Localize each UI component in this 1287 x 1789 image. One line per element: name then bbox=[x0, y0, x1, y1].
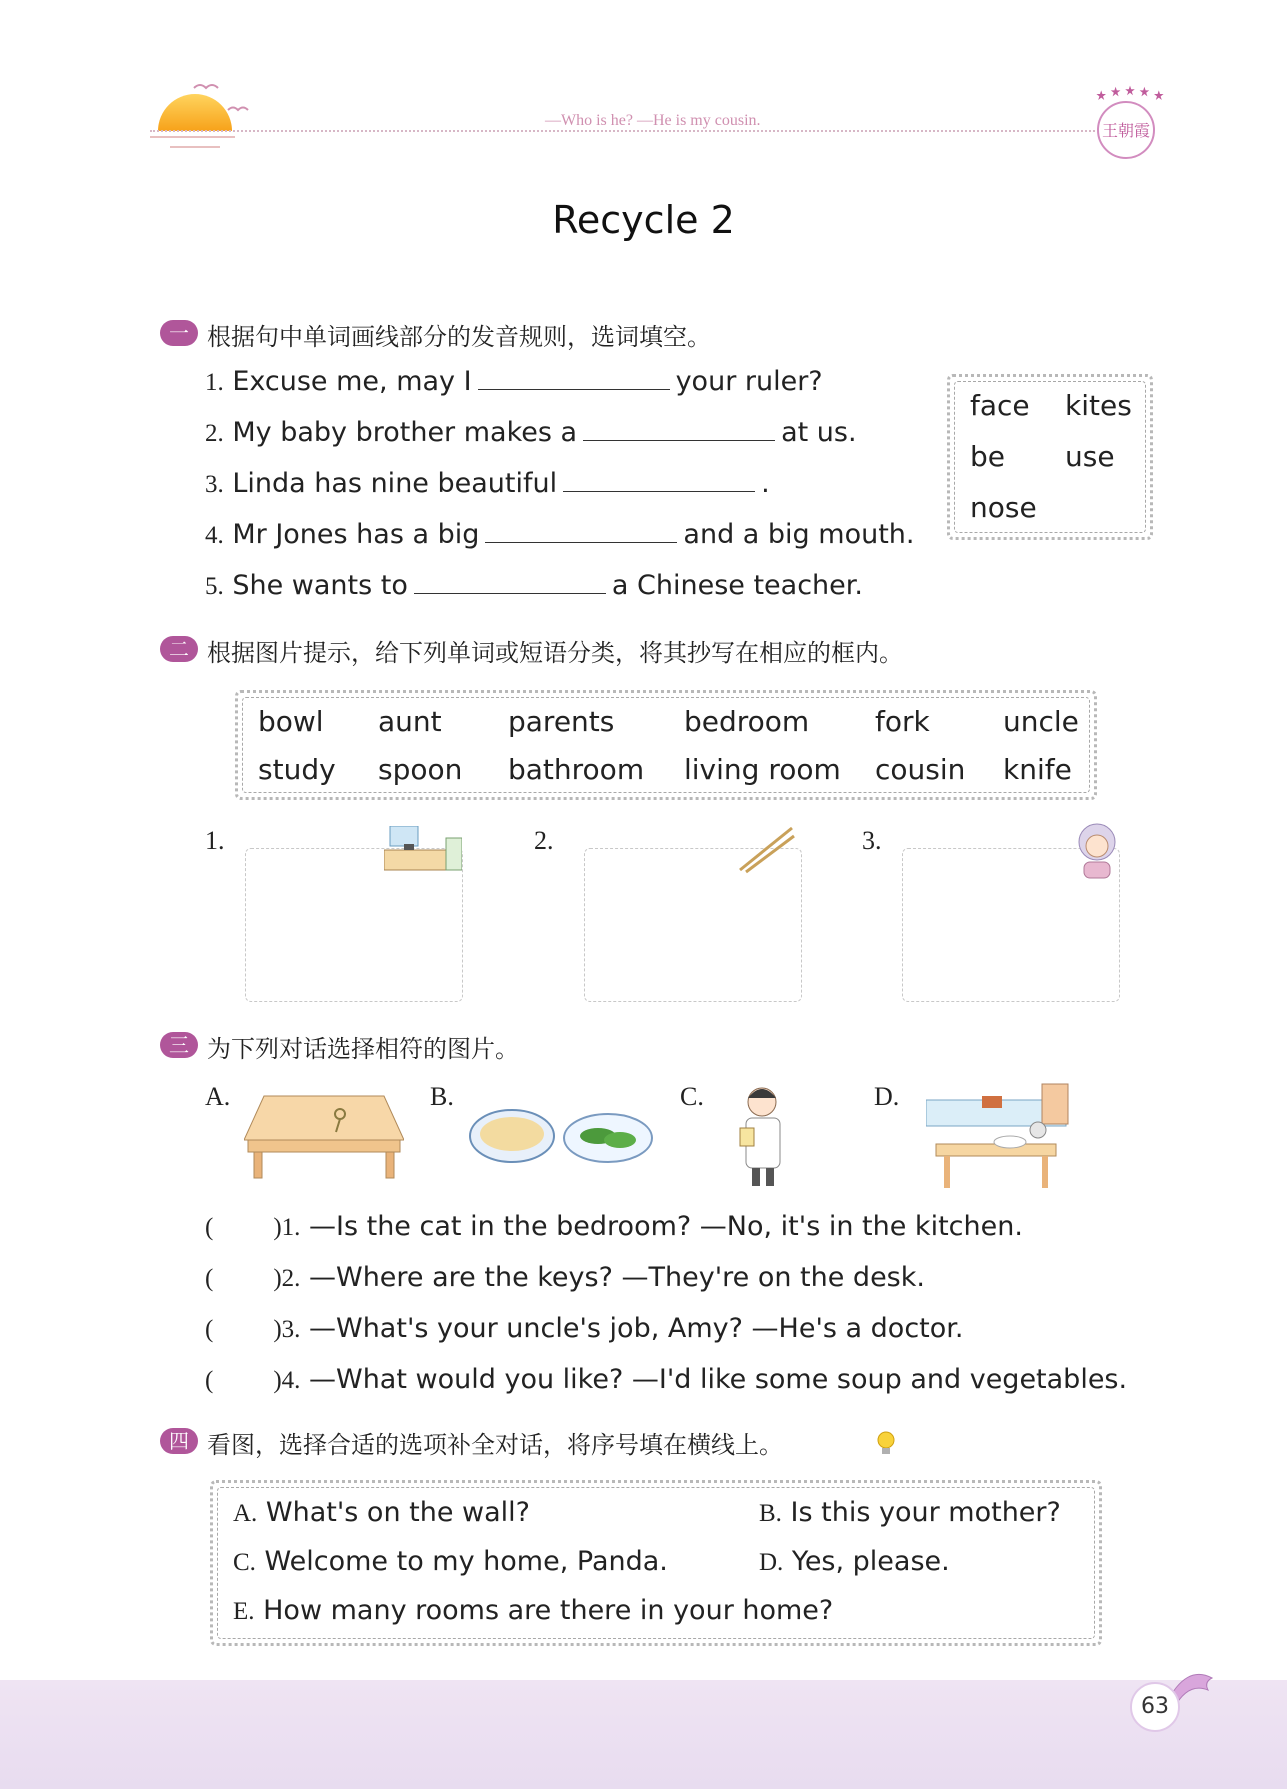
box-label: 1. bbox=[205, 826, 225, 855]
word: spoon bbox=[378, 753, 463, 786]
answer-blank[interactable] bbox=[485, 520, 677, 543]
question-5: 5. She wants to a Chinese teacher. bbox=[205, 570, 863, 601]
word: use bbox=[1065, 440, 1115, 473]
question-1: 1. Excuse me, may I your ruler? bbox=[205, 366, 823, 397]
desk-with-keys-picture bbox=[244, 1094, 404, 1180]
option-d: D. Yes, please. bbox=[759, 1546, 950, 1577]
grandma-icon bbox=[1072, 822, 1122, 880]
soup-and-vegetables-picture bbox=[468, 1106, 654, 1172]
picture-label: B. bbox=[430, 1082, 454, 1111]
answer-blank[interactable] bbox=[478, 367, 670, 390]
word: fork bbox=[875, 705, 930, 738]
word: uncle bbox=[1003, 705, 1079, 738]
section-number: 二 bbox=[160, 636, 198, 662]
option-e: E. How many rooms are there in your home? bbox=[233, 1595, 834, 1626]
dialogue-item-1: ( )1. —Is the cat in the bedroom? —No, it's in the kitchen. bbox=[205, 1211, 1023, 1242]
word: aunt bbox=[378, 705, 442, 738]
word: kites bbox=[1065, 389, 1132, 422]
word: bathroom bbox=[508, 753, 645, 786]
kitchen-with-cat-picture bbox=[926, 1082, 1074, 1190]
answer-blank[interactable] bbox=[583, 418, 775, 441]
header-text: —Who is he? —He is my cousin. bbox=[545, 112, 761, 129]
section-number: 四 bbox=[160, 1428, 198, 1454]
word: study bbox=[258, 753, 336, 786]
word: knife bbox=[1003, 753, 1072, 786]
answer-paren[interactable] bbox=[213, 1315, 273, 1337]
dialogue-item-4: ( )4. —What would you like? —I'd like some soup and vegetables. bbox=[205, 1364, 1128, 1395]
word: cousin bbox=[875, 753, 966, 786]
bird-icon bbox=[190, 80, 250, 120]
option-b: B. Is this your mother? bbox=[759, 1497, 1061, 1528]
section-instruction: 根据句中单词画线部分的发音规则，选词填空。 bbox=[207, 323, 711, 351]
option-c: C. Welcome to my home, Panda. bbox=[233, 1546, 668, 1577]
word: living room bbox=[684, 753, 841, 786]
word-bank bbox=[235, 690, 1097, 800]
question-3: 3. Linda has nine beautiful . bbox=[205, 468, 770, 499]
answer-blank[interactable] bbox=[414, 571, 606, 594]
answer-paren[interactable] bbox=[213, 1213, 273, 1235]
section-number: 三 bbox=[160, 1032, 198, 1058]
section-instruction: 看图，选择合适的选项补全对话，将序号填在横线上。 bbox=[207, 1431, 783, 1459]
options-box bbox=[210, 1480, 1102, 1646]
section-number: 一 bbox=[160, 320, 198, 346]
chopsticks-icon bbox=[736, 824, 796, 874]
section-instruction: 为下列对话选择相符的图片。 bbox=[207, 1035, 519, 1063]
box-label: 2. bbox=[534, 826, 554, 855]
footer-band bbox=[0, 1680, 1287, 1789]
page-number: 63 bbox=[1130, 1682, 1180, 1732]
lightbulb-icon bbox=[874, 1430, 898, 1456]
word: nose bbox=[970, 491, 1037, 524]
word: bowl bbox=[258, 705, 324, 738]
picture-label: D. bbox=[874, 1082, 900, 1111]
decor-line bbox=[170, 146, 220, 148]
answer-paren[interactable] bbox=[213, 1264, 273, 1286]
question-4: 4. Mr Jones has a big and a big mouth. bbox=[205, 519, 915, 550]
picture-label: A. bbox=[205, 1082, 231, 1111]
word: bedroom bbox=[684, 705, 810, 738]
header-rule bbox=[150, 130, 1095, 132]
answer-blank[interactable] bbox=[563, 469, 755, 492]
word: face bbox=[970, 389, 1030, 422]
section-instruction: 根据图片提示，给下列单词或短语分类，将其抄写在相应的框内。 bbox=[207, 639, 903, 667]
decor-line bbox=[150, 136, 235, 138]
dialogue-item-2: ( )2. —Where are the keys? —They're on the desk. bbox=[205, 1262, 925, 1293]
option-a: A. What's on the wall? bbox=[233, 1497, 530, 1528]
kitchen-icon bbox=[384, 826, 462, 872]
word: parents bbox=[508, 705, 615, 738]
box-label: 3. bbox=[862, 826, 882, 855]
doctor-picture bbox=[736, 1084, 792, 1188]
picture-label: C. bbox=[680, 1082, 704, 1111]
question-2: 2. My baby brother makes a at us. bbox=[205, 417, 857, 448]
publisher-badge-icon bbox=[1088, 82, 1164, 162]
question-text-a: Excuse me, may I bbox=[232, 366, 472, 397]
answer-paren[interactable] bbox=[213, 1366, 273, 1388]
badge-text: 王朝霞 bbox=[1101, 121, 1151, 140]
word: be bbox=[970, 440, 1005, 473]
page-title: Recycle 2 bbox=[552, 198, 735, 242]
dialogue-item-3: ( )3. —What's your uncle's job, Amy? —He's a doctor. bbox=[205, 1313, 964, 1344]
word-box bbox=[947, 374, 1153, 540]
